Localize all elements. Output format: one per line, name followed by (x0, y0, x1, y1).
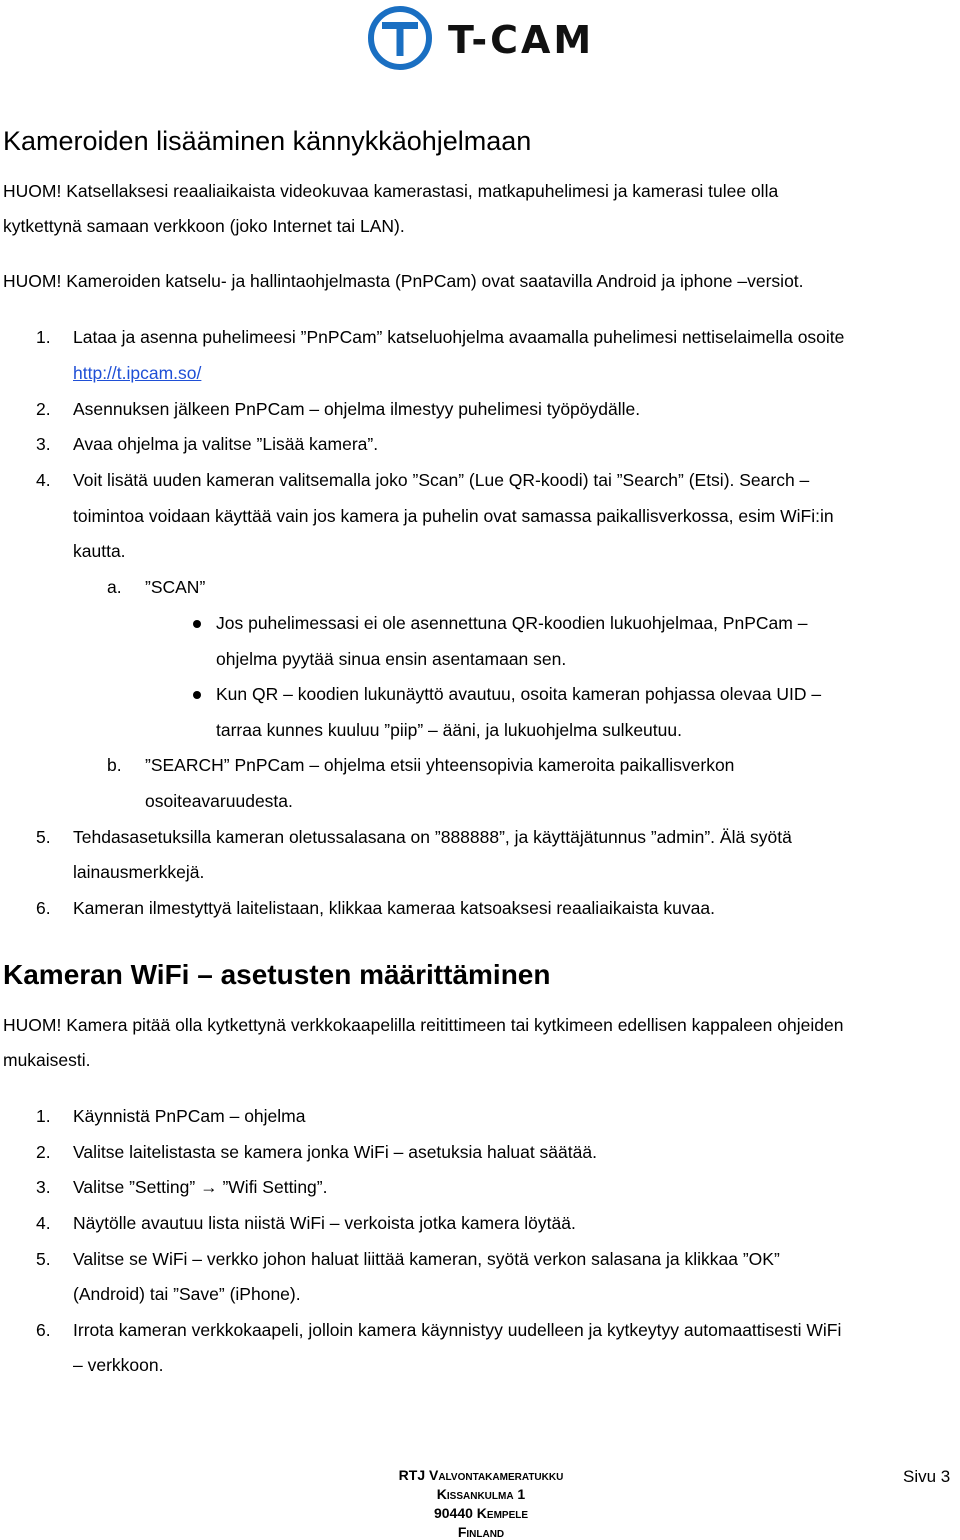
bullet-icon (193, 691, 201, 699)
note1-line1: HUOM! Katsellaksesi reaaliaikaista videokuvaa kamerastasi, matkapuhelimesi ja kamerasi tulee olla (3, 181, 779, 201)
tcam-logo (366, 4, 606, 72)
note2: HUOM! Kameroiden katselu- ja hallintaohjelmasta (PnPCam) ovat saatavilla Android ja iphone –versiot. (3, 271, 804, 291)
wifi-step5-line2: (Android) tai ”Save” (iPhone). (73, 1284, 301, 1304)
step4-line2: toimintoa voidaan käyttää vain jos kamera ja puhelin ovat samassa paikallisverkossa, esim WiFi:in (73, 506, 834, 526)
sub-b-label: b. (107, 755, 122, 775)
footer-country: Finland (457, 1524, 505, 1540)
bullet-icon (193, 620, 201, 628)
section2-note-line2: mukaisesti. (3, 1050, 91, 1070)
bullet2-line2: tarraa kunnes kuuluu ”piip” – ääni, ja lukuohjelma sulkeutuu. (216, 720, 682, 740)
wifi-step3-after: ”Wifi Setting”. (217, 1177, 328, 1197)
section2-title: Kameran WiFi – asetusten määrittäminen (3, 959, 551, 990)
step3-line1: Avaa ohjelma ja valitse ”Lisää kamera”. (73, 434, 379, 454)
note1-line2: kytkettynä samaan verkkoon (joko Internet tai LAN). (3, 216, 405, 236)
logo-text: T-CAM (448, 18, 595, 62)
bullet1-line2: ohjelma pyytää sinua ensin asentamaan sen. (216, 649, 567, 669)
step5-line1: Tehdasasetuksilla kameran oletussalasana on ”888888”, ja käyttäjätunnus ”admin”. Älä syötä (73, 827, 792, 847)
step1-line1: Lataa ja asenna puhelimeesi ”PnPCam” katseluohjelma avaamalla puhelimesi nettiselaimella osoite (73, 327, 845, 347)
wifi-step4-number: 4. (36, 1213, 51, 1233)
step4-line3: kautta. (73, 541, 126, 561)
footer-city: 90440 Kempele (433, 1505, 529, 1521)
step2-line1: Asennuksen jälkeen PnPCam – ohjelma ilmestyy puhelimesi työpöydälle. (73, 399, 641, 419)
sub-a-title: ”SCAN” (145, 577, 206, 597)
section1-title: Kameroiden lisääminen kännykkäohjelmaan (3, 126, 532, 156)
wifi-step3-number: 3. (36, 1177, 51, 1197)
step6-number: 6. (36, 898, 51, 918)
step1-number: 1. (36, 327, 51, 347)
step4-number: 4. (36, 470, 51, 490)
wifi-step1-line1: Käynnistä PnPCam – ohjelma (73, 1106, 306, 1126)
step5-line2: lainausmerkkejä. (73, 862, 205, 882)
wifi-step4-line1: Näytölle avautuu lista niistä WiFi – verkoista jotka kamera löytää. (73, 1213, 576, 1233)
wifi-step6-line2: – verkkoon. (73, 1355, 164, 1375)
sub-a-label: a. (107, 577, 122, 597)
page-number: Sivu 3 (903, 1467, 951, 1486)
wifi-step2-number: 2. (36, 1142, 51, 1162)
wifi-step6-number: 6. (36, 1320, 51, 1340)
step6-line1: Kameran ilmestyttyä laitelistaan, klikkaa kameraa katsoaksesi reaaliaikaista kuvaa. (73, 898, 715, 918)
bullet2-line1: Kun QR – koodien lukunäyttö avautuu, osoita kameran pohjassa olevaa UID – (216, 684, 822, 704)
sub-b-line1: ”SEARCH” PnPCam – ohjelma etsii yhteensopivia kameroita paikallisverkon (145, 755, 735, 775)
wifi-step6-line1: Irrota kameran verkkokaapeli, jolloin kamera käynnistyy uudelleen ja kytkeytyy automaattisesti WiFi (73, 1320, 842, 1340)
section2-note-line1: HUOM! Kamera pitää olla kytkettynä verkkokaapelilla reitittimeen tai kytkimeen edellisen kappaleen ohjeiden (3, 1015, 844, 1035)
wifi-step3-line (73, 1176, 327, 1198)
bullet1-line1: Jos puhelimessasi ei ole asennettuna QR-koodien lukuohjelmaa, PnPCam – (216, 613, 808, 633)
footer-street: Kissankulma 1 (436, 1486, 526, 1502)
step3-number: 3. (36, 434, 51, 454)
wifi-step3-before: Valitse ”Setting” (73, 1177, 201, 1197)
arrow-right-icon: → (200, 1177, 218, 1197)
pnpcam-download-link[interactable]: http://t.ipcam.so/ (73, 363, 202, 383)
wifi-step5-line1: Valitse se WiFi – verkko johon haluat liittää kameran, syötä verkon salasana ja klikkaa ”OK” (73, 1249, 780, 1269)
wifi-step2-line1: Valitse laitelistasta se kamera jonka WiFi – asetuksia haluat säätää. (73, 1142, 597, 1162)
wifi-step5-number: 5. (36, 1249, 51, 1269)
tcam-logo-icon (366, 4, 436, 72)
sub-b-line2: osoiteavaruudesta. (145, 791, 293, 811)
wifi-step1-number: 1. (36, 1106, 51, 1126)
footer-address (376, 1466, 586, 1540)
footer-company: RTJ Valvontakameratukku (398, 1467, 564, 1483)
step5-number: 5. (36, 827, 51, 847)
step2-number: 2. (36, 399, 51, 419)
step4-line1: Voit lisätä uuden kameran valitsemalla joko ”Scan” (Lue QR-koodi) tai ”Search” (Etsi). Search – (73, 470, 810, 490)
